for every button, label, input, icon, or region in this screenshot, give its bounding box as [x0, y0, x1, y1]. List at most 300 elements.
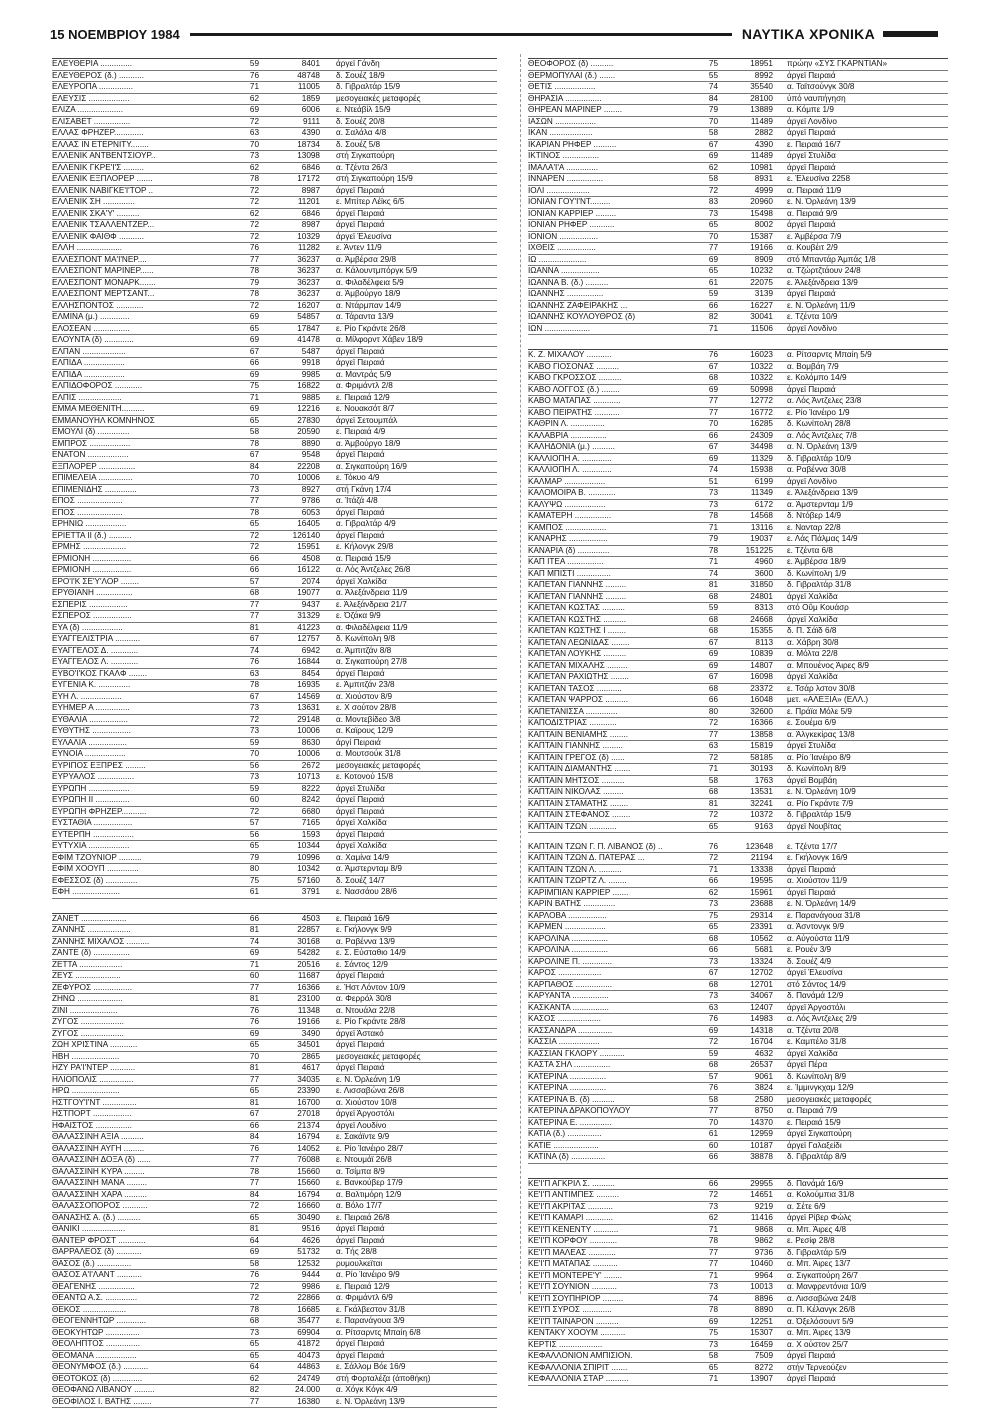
ship-status: άργεϊ Σετουμπάλ [320, 416, 496, 427]
ship-row [528, 876, 948, 888]
tonnage: 76088 [259, 1155, 320, 1166]
ship-row [52, 795, 497, 807]
tonnage: 13098 [259, 151, 320, 162]
ship-name: ΕΛΛΕΣΠΟΝΤ ΜΕΡΤΣΑΝΤ... [52, 289, 229, 300]
ship-name: ΘΕΡΜΟΠΥΛΑΙ (δ.) ....... [528, 71, 678, 82]
ship-row [52, 669, 497, 681]
ship-status: ε. Άλεξάνδρεια 13/9 [773, 278, 942, 289]
tonnage: 11329 [718, 454, 773, 465]
ship-row [52, 588, 497, 600]
build-year: 58 [229, 1259, 259, 1270]
ship-status: άργεϊ Πειραιά [320, 830, 496, 841]
build-year: 73 [678, 957, 718, 968]
ship-name: ΚΑΡΜΕΝ .................. [528, 922, 678, 933]
ship-status: δ. Π. Σάϊδ 6/8 [773, 626, 942, 637]
ship-row [528, 569, 948, 581]
ship-status: άργεϊ Χαλκίδα [773, 1049, 942, 1060]
ship-row [52, 971, 497, 983]
ship-status: α. Ίτάζά 4/8 [320, 496, 496, 507]
ship-status: ε. Κοτονού 15/8 [320, 772, 496, 783]
ship-status: ε. Άλεξάνδρεια 21/7 [320, 600, 496, 611]
build-year: 76 [678, 350, 718, 361]
build-year: 62 [229, 1374, 259, 1385]
ship-name: ΕΛΕΥΘΕΡΟΣ (δ.) ........... [52, 71, 229, 82]
ship-row [52, 508, 497, 520]
build-year: 70 [678, 117, 718, 128]
ship-row [528, 968, 948, 980]
build-year: 74 [678, 465, 718, 476]
tonnage: 10713 [259, 772, 320, 783]
ship-name: ΚΑΜΑΤΕΡΗ ................ [528, 511, 678, 522]
ship-row [528, 197, 948, 209]
ship-status: α. Σέτε 6/9 [773, 1202, 942, 1213]
build-year: 67 [229, 634, 259, 645]
page-header [50, 22, 938, 46]
ship-status: α. Μαντράς 5/9 [320, 370, 496, 381]
ship-row [52, 1316, 497, 1328]
ship-row [52, 784, 497, 796]
ship-status: α. Φριμάντλ 2/8 [320, 381, 496, 392]
tonnage: 15938 [718, 465, 773, 476]
ship-name: ΚΑΒΟ ΠΕΙΡΑΤΗΣ ........... [528, 408, 678, 419]
build-year: 60 [678, 1141, 718, 1152]
ship-status: ε. Ρεσίφ 28/8 [773, 1236, 942, 1247]
ship-row [52, 1374, 497, 1386]
ship-name: ΚΑΤΙΝΑ (δ) ............... [528, 1152, 678, 1163]
build-year: 77 [678, 408, 718, 419]
build-year: 73 [229, 772, 259, 783]
tonnage: 12757 [259, 634, 320, 645]
tonnage: 54282 [259, 948, 320, 959]
tonnage: 2580 [718, 1095, 773, 1106]
ship-row [528, 1083, 948, 1095]
ship-status: άργεϊ Πειραιά [320, 1351, 496, 1362]
ship-name: ΕΛΕΥΘΕΡΙΑ .............. [52, 59, 229, 70]
build-year: 58 [678, 776, 718, 787]
ship-name: ΚΕ'Ι'Π ΚΕΝΕΝΤΥ ........... [528, 1225, 678, 1236]
ship-row [52, 623, 497, 635]
ship-name: ΕΛΜΙΝΑ (μ.) ............. [52, 312, 229, 323]
ship-name: ΚΑΤΕΡΙΝΑ ................ [528, 1083, 678, 1094]
tonnage: 57160 [259, 876, 320, 887]
ship-status: α. Άμστερνταμ 8/9 [320, 864, 496, 875]
tonnage: 7509 [718, 1351, 773, 1362]
tonnage: 16405 [259, 519, 320, 530]
build-year: 77 [229, 611, 259, 622]
build-year: 72 [678, 1037, 718, 1048]
ship-name: ΚΑΛΗΔΟΝΙΑ (μ.) .......... [528, 442, 678, 453]
tonnage: 4390 [259, 128, 320, 139]
ship-status: άργεϊ Γάνδη [320, 59, 496, 70]
build-year: 51 [678, 477, 718, 488]
ship-status: α. Πειραιά 11/9 [773, 186, 942, 197]
build-year: 75 [229, 876, 259, 887]
ship-row [528, 638, 948, 650]
ship-name: ΙΚΑΡΙΑΝ ΡΗΦΕΡ .......... [528, 140, 678, 151]
ship-status: α. Μουτσούκ 31/8 [320, 749, 496, 760]
tonnage: 8927 [259, 485, 320, 496]
ship-status: άργεϊ Πειραιά [773, 163, 942, 174]
ship-row [52, 994, 497, 1006]
ship-row [528, 1014, 948, 1026]
ship-name: ΚΑΠΕΤΑΝ ΛΕΩΝΙΔΑΣ ........ [528, 638, 678, 649]
ship-row [528, 1328, 948, 1340]
build-year: 81 [229, 994, 259, 1005]
ship-row [528, 684, 948, 696]
build-year: 67 [229, 692, 259, 703]
ship-status: δ. Σουέζ 14/7 [320, 876, 496, 887]
tonnage: 8630 [259, 738, 320, 749]
ship-status: ε. Νουακσότ 8/7 [320, 404, 496, 415]
build-year: 73 [229, 726, 259, 737]
build-year: 75 [678, 59, 718, 70]
ship-status: α. Χ ούστον 25/7 [773, 1340, 942, 1351]
ship-name: ΚΑΠ ΜΠΙΣΤΙ ............... [528, 569, 678, 580]
tonnage: 6942 [259, 646, 320, 657]
ship-row [528, 140, 948, 152]
ship-name: ΘΕΟΜΑΝΑ .................. [52, 1351, 229, 1362]
ship-row [52, 243, 497, 255]
magazine-title: ΝΑΥΤΙΚΑ ΧΡΟΝΙΚΑ [742, 26, 875, 42]
ship-row [52, 404, 497, 416]
ship-status: α. Φιλαδέλφεια 5/9 [320, 278, 496, 289]
ship-row [528, 1213, 948, 1225]
ship-name: ΚΑΤΕΡΙΝΑ Ε. .............. [528, 1118, 678, 1129]
ship-row [528, 71, 948, 83]
build-year: 73 [678, 991, 718, 1002]
tonnage: 6053 [259, 508, 320, 519]
ship-name: ΚΕΦΑΛΛΟΝΙΑ ΣΠΙΡΙΤ ....... [528, 1363, 678, 1374]
tonnage: 10013 [718, 1282, 773, 1293]
build-year: 67 [678, 442, 718, 453]
tonnage: 6846 [259, 209, 320, 220]
ship-name: ΚΕ'Ι'Π ΜΟΝΤΕΡΕ'Υ' ........ [528, 1271, 678, 1282]
ship-row [528, 94, 948, 106]
ship-name: ΕΜΜΑΝΟΥΗΛ ΚΟΜΝΗΝΟΣ [52, 416, 229, 427]
ship-name: ΗΣΤΓΟΥ'Ι'ΝΤ ............... [52, 1098, 229, 1109]
ship-name: ΚΑΠΕΤΑΝ ΚΩΣΤΗΣ .......... [528, 615, 678, 626]
tonnage: 1859 [259, 94, 320, 105]
tonnage: 3139 [718, 289, 773, 300]
ship-row [52, 439, 497, 451]
tonnage: 12407 [718, 1003, 773, 1014]
tonnage: 8272 [718, 1363, 773, 1374]
ship-status: άργεϊ Πειραιά [320, 807, 496, 818]
ship-row [52, 1282, 497, 1294]
build-year: 61 [229, 887, 259, 898]
ship-status: α. Ρίτσαρντς Μπαίη 6/8 [320, 1328, 496, 1339]
ship-status: ε. Πειραιά 4/9 [320, 427, 496, 438]
build-year: 65 [229, 519, 259, 530]
ship-status: άργεϊ Λουδίνο [320, 1121, 496, 1132]
ship-status: άργεϊ Στυλίδα [320, 784, 496, 795]
build-year: 72 [229, 1201, 259, 1212]
ship-status: άργεϊ Έλευσίνα [773, 968, 942, 979]
ship-status: άργεϊ Χαλκίδα [773, 615, 942, 626]
ship-name: ΕΛΛΕΝΙΚ ΣΚΑ'Υ' .......... [52, 209, 229, 220]
ship-name: ΚΑΛΜΑΡ .................. [528, 477, 678, 488]
tonnage: 23100 [259, 994, 320, 1005]
ship-row [528, 853, 948, 865]
ship-name: ΚΑΠΕΤΑΝ ΤΑΣΟΣ ........... [528, 684, 678, 695]
ship-row [52, 82, 497, 94]
tonnage: 22857 [259, 925, 320, 936]
ship-name: ΚΕ'Ι'Π ΑΓΚΡΙΛ Σ. .......... [528, 1179, 678, 1190]
ship-name: ΘΑΛΑΣΣΙΝΗ ΔΟΞΑ (δ) ...... [52, 1155, 229, 1166]
ship-row [52, 1259, 497, 1271]
tonnage: 19037 [718, 534, 773, 545]
tonnage: 11416 [718, 1213, 773, 1224]
build-year: 79 [678, 105, 718, 116]
build-year: 83 [678, 197, 718, 208]
ship-status: ε. Άλεξάνδρεια 13/9 [773, 488, 942, 499]
ship-row [52, 1236, 497, 1248]
ship-row [52, 324, 497, 336]
ship-row [52, 577, 497, 589]
build-year: 68 [678, 787, 718, 798]
ship-row [528, 592, 948, 604]
ship-row [52, 1213, 497, 1225]
ship-status: ε. Σ. Εύσταθιο 14/9 [320, 948, 496, 959]
build-year: 56 [229, 830, 259, 841]
ship-status: ε. Ρίο Ίανέιρο 28/7 [320, 1144, 496, 1155]
build-year: 76 [678, 1014, 718, 1025]
ship-status: ε. Χ σούτον 28/8 [320, 703, 496, 714]
ship-row [528, 1282, 948, 1294]
tonnage: 41478 [259, 335, 320, 346]
ship-status: ε. Λάς Πάλμας 14/9 [773, 534, 942, 545]
tonnage: 6680 [259, 807, 320, 818]
build-year: 78 [229, 289, 259, 300]
ship-name: ΚΑΣΣΙΑΝ ΓΚΛΟΡΥ ........... [528, 1049, 678, 1060]
ship-status: μεσογειακές μεταφορές [320, 761, 496, 772]
ship-name: ΚΑΠΕΤΑΝ ΨΑΡΡΟΣ .......... [528, 695, 678, 706]
ship-row [52, 715, 497, 727]
tonnage: 10372 [718, 810, 773, 821]
ship-name: ΚΑΠΕΤΑΝ ΡΑΧΙΩΤΗΣ ........ [528, 672, 678, 683]
tonnage: 8002 [718, 220, 773, 231]
tonnage: 9868 [718, 1225, 773, 1236]
build-year: 65 [229, 1040, 259, 1051]
ship-status: δ. Πανάμά 12/9 [773, 991, 942, 1002]
tonnage: 69904 [259, 1328, 320, 1339]
build-year: 77 [678, 1106, 718, 1117]
ship-row [528, 266, 948, 278]
tonnage: 9516 [259, 1224, 320, 1235]
ship-name: ΚΕΡΤΙΣ ................... [528, 1340, 678, 1351]
build-year: 57 [678, 1072, 718, 1083]
ship-name: ΙΟΝΙΑΝ ΡΗΦΕΡ ........... [528, 220, 678, 231]
ship-row [52, 1086, 497, 1098]
ship-name: ΕΥΗ Λ. .................. [52, 692, 229, 703]
build-year: 69 [678, 454, 718, 465]
tonnage: 8242 [259, 795, 320, 806]
build-year: 82 [229, 1385, 259, 1396]
tonnage: 17847 [259, 324, 320, 335]
ship-row [528, 278, 948, 290]
tonnage: 9219 [718, 1202, 773, 1213]
ship-name: ΕΛΕΥΡΟΠΑ ............... [52, 82, 229, 93]
tonnage: 3824 [718, 1083, 773, 1094]
ship-status: α. Άμβούργο 18/9 [320, 439, 496, 450]
ship-row [528, 1026, 948, 1038]
ship-status: ε. Όζάκα 9/9 [320, 611, 496, 622]
ship-row [52, 151, 497, 163]
ship-status: άργεϊ Λονδίνο [773, 117, 942, 128]
ship-name: ΚΑΠΤΑΙΝ ΜΗΤΣΟΣ .......... [528, 776, 678, 787]
build-year: 78 [229, 266, 259, 277]
build-year: 70 [229, 473, 259, 484]
ship-row [52, 914, 497, 926]
ship-status: δ. Γιβραλτάρ 31/8 [773, 580, 942, 591]
ship-name: ΕΝΑΤΟΝ .................. [52, 450, 229, 461]
ship-status: α. Μόλτα 22/8 [773, 649, 942, 660]
ship-name: ΚΑΠΤΑΙΝ ΣΤΕΦΑΝΟΣ ........ [528, 810, 678, 821]
ship-row [528, 243, 948, 255]
ship-name: ΚΕ'Ι'Π ΤΑΙΝΑΡΟΝ .......... [528, 1317, 678, 1328]
tonnage: 41223 [259, 623, 320, 634]
ship-row [528, 1363, 948, 1375]
build-year: 60 [229, 971, 259, 982]
ship-status: α. Άμπιτζάν 8/8 [320, 646, 496, 657]
ship-status: μετ. «ΑΛΕΞΙΑ» (ΕΛΛ.) [773, 695, 942, 706]
ship-row [52, 232, 497, 244]
build-year: 66 [678, 301, 718, 312]
ship-status: άργεϊ Πειραιά [320, 1236, 496, 1247]
ship-status: άργεϊ Στυλίδα [773, 741, 942, 752]
ship-row [528, 1190, 948, 1202]
build-year: 63 [678, 1003, 718, 1014]
ship-row [52, 738, 497, 750]
ship-row [52, 1224, 497, 1236]
ship-name: ΕΥΤΕΡΠΗ .................. [52, 830, 229, 841]
build-year: 58 [678, 1351, 718, 1362]
tonnage: 23372 [718, 684, 773, 695]
ship-name: ΚΑΣΟΣ ................... [528, 1014, 678, 1025]
build-year: 66 [678, 695, 718, 706]
tonnage: 2672 [259, 761, 320, 772]
tonnage: 11349 [718, 488, 773, 499]
ship-name: ΘΕΟΓΕΝΝΗΤΩΡ ............. [52, 1316, 229, 1327]
tonnage: 16822 [259, 381, 320, 392]
build-year: 62 [229, 209, 259, 220]
build-year: 79 [678, 534, 718, 545]
build-year: 72 [229, 301, 259, 312]
ship-status: άργεϊ Σιγκαπούρη [773, 1129, 942, 1140]
tonnage: 6006 [259, 105, 320, 116]
ship-name: ΕΥΡΩΠΗ .................. [52, 784, 229, 795]
ship-status: α. Τζέντα 26/3 [320, 163, 496, 174]
ship-status: δ. Κωνίπολη 8/9 [773, 1072, 942, 1083]
build-year: 69 [678, 1026, 718, 1037]
build-year: 56 [229, 761, 259, 772]
ship-name: ΕΛΛΑΣ ΦΡΗΖΕΡ............. [52, 128, 229, 139]
tonnage: 8454 [259, 669, 320, 680]
build-year: 71 [678, 1225, 718, 1236]
ship-status: άργεϊ Έλευσίνα [320, 232, 496, 243]
ship-name: ΚΑΡΙΝ ΒΑΤΗΣ .............. [528, 899, 678, 910]
tonnage: 14568 [718, 511, 773, 522]
ship-name: ΙΩΝ .................... [528, 324, 678, 335]
ship-status: α. Μανφρεντόνια 10/9 [773, 1282, 942, 1293]
tonnage: 12702 [718, 968, 773, 979]
ship-row [528, 255, 948, 267]
ship-row [528, 534, 948, 546]
ship-status: άργεϊ Πειραιά [320, 347, 496, 358]
ship-row [52, 1006, 497, 1018]
build-year: 77 [229, 496, 259, 507]
ship-status: στή Σιγκαπούρη [320, 151, 496, 162]
ship-status: ε. Ν. Όρλεάνη 1/9 [320, 1075, 496, 1086]
ship-name: ΘΕΟΦΟΡΟΣ (δ) .......... [528, 59, 678, 70]
tonnage: 11687 [259, 971, 320, 982]
build-year: 58 [678, 128, 718, 139]
ship-row [528, 163, 948, 175]
ship-status: α. Λός Άντζελες 2/9 [773, 1014, 942, 1025]
build-year: 77 [229, 255, 259, 266]
ship-status: άργεϊ Πειραιά [320, 1040, 496, 1051]
build-year: 76 [229, 1144, 259, 1155]
tonnage: 12216 [259, 404, 320, 415]
ship-status: α. Κάλουντμπόργκ 5/9 [320, 266, 496, 277]
tonnage: 9786 [259, 496, 320, 507]
left-column [52, 58, 497, 1408]
ship-status: ε. Παρανάγουα 31/8 [773, 911, 942, 922]
issue-date: 15 ΝΟΕΜΒΡΙΟΥ 1984 [50, 27, 180, 42]
build-year: 62 [678, 888, 718, 899]
ship-row [528, 59, 948, 71]
ship-status: στή Γκάνη 17/4 [320, 485, 496, 496]
tonnage: 4960 [718, 557, 773, 568]
tonnage: 20960 [718, 197, 773, 208]
ship-name: ΕΜΜΑ ΜΕΘΕΝΙΤΗ.......... [52, 404, 229, 415]
ship-row [52, 312, 497, 324]
ship-name: ΚΑΛΟΜΟΙΡΑ Β. ............ [528, 488, 678, 499]
tonnage: 15819 [718, 741, 773, 752]
ship-row [52, 163, 497, 175]
build-year: 66 [678, 1179, 718, 1190]
tonnage: 2882 [718, 128, 773, 139]
tonnage: 18734 [259, 140, 320, 151]
build-year: 65 [229, 1086, 259, 1097]
ship-status: άργεϊ Άργοστόλι [320, 1109, 496, 1120]
ship-row [528, 1118, 948, 1130]
ship-status: άργεϊ Πειραιά [773, 289, 942, 300]
ship-name: ΘΕΟΚΥΗΤΩΡ ............... [52, 1328, 229, 1339]
ship-name: ΕΥΛΑΛΙΑ ................. [52, 738, 229, 749]
ship-status: ε. Ρίο Γκράντε 28/8 [320, 1017, 496, 1028]
ship-row [52, 473, 497, 485]
ship-row [528, 488, 948, 500]
ship-name: ΕΥΘΥΤΗΣ ................. [52, 726, 229, 737]
ship-row [52, 450, 497, 462]
ship-name: ΚΑΣΚΑΝΤΑ ................ [528, 1003, 678, 1014]
ship-row [52, 94, 497, 106]
ship-status: α. Βομβάη 7/9 [773, 362, 942, 373]
build-year: 76 [229, 1017, 259, 1028]
build-year: 74 [229, 937, 259, 948]
ship-status: άργεϊ Πειραιά [773, 71, 942, 82]
ship-row [52, 496, 497, 508]
build-year: 65 [678, 266, 718, 277]
ship-name: ΙΩΑΝΝΑ ................. [528, 266, 678, 277]
tonnage: 123648 [718, 842, 773, 853]
ship-row [528, 695, 948, 707]
ship-name: ΚΑΠΕΤΑΝΙΣΣΑ .............. [528, 707, 678, 718]
ship-row [52, 925, 497, 937]
ship-row [52, 657, 497, 669]
ship-name: ΚΑΒΟ ΓΙΟΣΟΝΑΣ .......... [528, 362, 678, 373]
